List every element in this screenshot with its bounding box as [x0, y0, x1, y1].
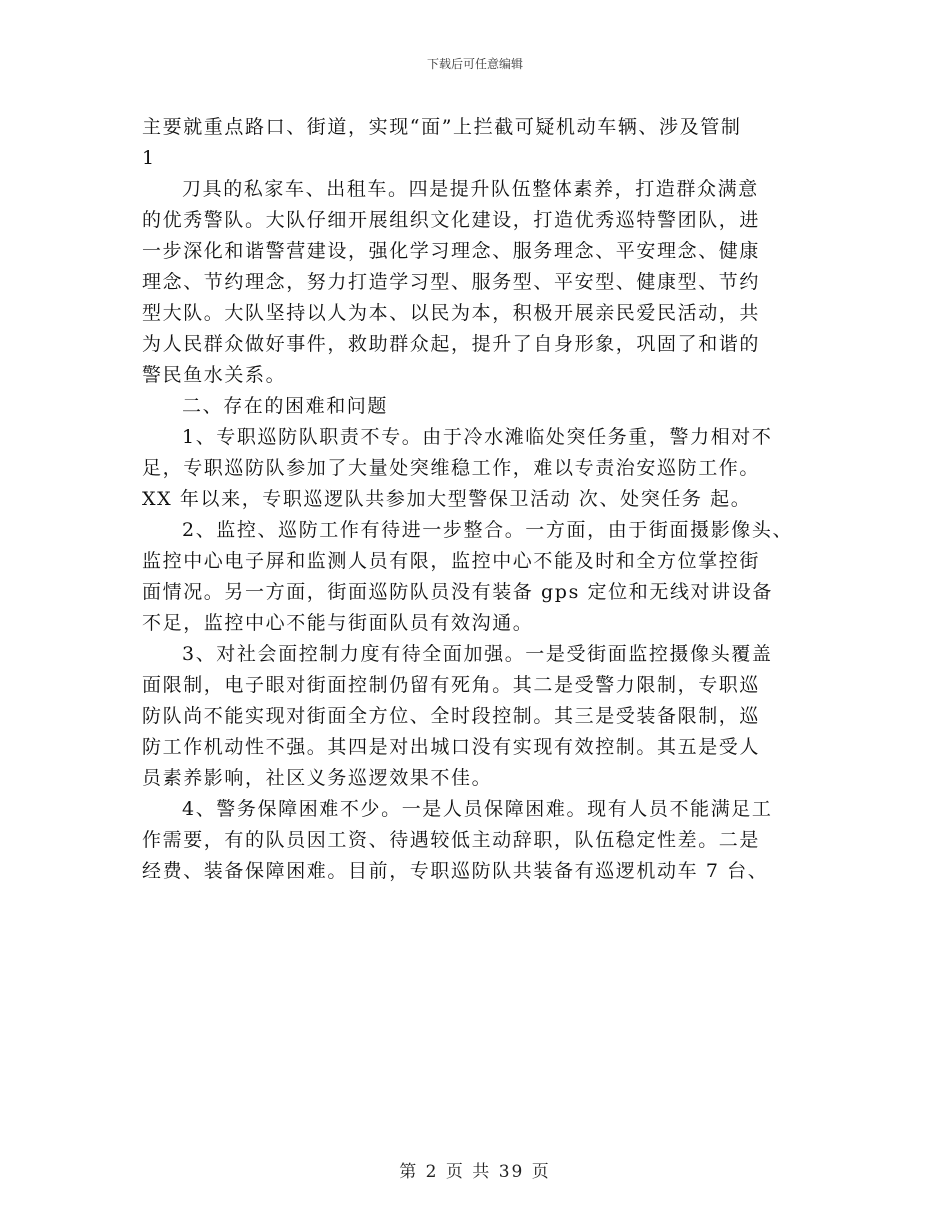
text-line: 1: [142, 147, 156, 169]
text-line: 2、监控、巡防工作有待进一步整合。一方面，由于街面摄影像头、: [182, 519, 794, 541]
text-line: 1、专职巡防队职责不专。由于冷水滩临处突任务重，警力相对不: [182, 426, 773, 448]
text-line: 理念、节约理念，努力打造学习型、服务型、平安型、健康型、节约: [142, 271, 761, 293]
text-line: 员素养影响，社区义务巡逻效果不佳。: [142, 767, 493, 789]
text-line: 为人民群众做好事件，救助群众起，提升了自身形象，巩固了和谐的: [142, 333, 761, 355]
text-line: 监控中心电子屏和监测人员有限，监控中心不能及时和全方位掌控街: [142, 550, 761, 572]
text-line: 刀具的私家车、出租车。四是提升队伍整体素养，打造群众满意: [182, 178, 759, 200]
text-line: 一步深化和谐警营建设，强化学习理念、服务理念、平安理念、健康: [142, 240, 761, 262]
text-line: 防工作机动性不强。其四是对出城口没有实现有效控制。其五是受人: [142, 736, 761, 758]
text-line: 经费、装备保障困难。目前，专职巡防队共装备有巡逻机动车 7 台、: [142, 860, 769, 882]
header-note: 下载后可任意编辑: [426, 57, 523, 71]
text-line: 作需要，有的队员因工资、待遇较低主动辞职，队伍稳定性差。二是: [142, 829, 761, 851]
text-line: 4、警务保障困难不少。一是人员保障困难。现有人员不能满足工: [182, 798, 773, 820]
page-number: 第 2 页 共 39 页: [399, 1162, 551, 1182]
document-body: [142, 112, 812, 887]
text-line: 不足，监控中心不能与街面队员有效沟通。: [142, 612, 534, 634]
text-line: 二、存在的困难和问题: [182, 395, 389, 417]
text-line: 足，专职巡防队参加了大量处突维稳工作，难以专责治安巡防工作。: [142, 457, 761, 479]
text-line: XX 年以来，专职巡逻队共参加大型警保卫活动 次、处突任务 起。: [142, 488, 752, 510]
text-line: 防队尚不能实现对街面全方位、全时段控制。其三是受装备限制，巡: [142, 705, 761, 727]
text-line: 3、对社会面控制力度有待全面加强。一是受街面监控摄像头覆盖: [182, 643, 773, 665]
text-line: 主要就重点路口、街道，实现“面”上拦截可疑机动车辆、涉及管制: [142, 116, 742, 138]
text-line: 面情况。另一方面，街面巡防队员没有装备 gps 定位和无线对讲设备: [142, 581, 773, 603]
text-line: 型大队。大队坚持以人为本、以民为本，积极开展亲民爱民活动，共: [142, 302, 761, 324]
text-line: 的优秀警队。大队仔细开展组织文化建设，打造优秀巡特警团队，进: [142, 209, 761, 231]
text-line: 警民鱼水关系。: [142, 364, 287, 386]
text-line: 面限制，电子眼对街面控制仍留有死角。其二是受警力限制，专职巡: [142, 674, 761, 696]
